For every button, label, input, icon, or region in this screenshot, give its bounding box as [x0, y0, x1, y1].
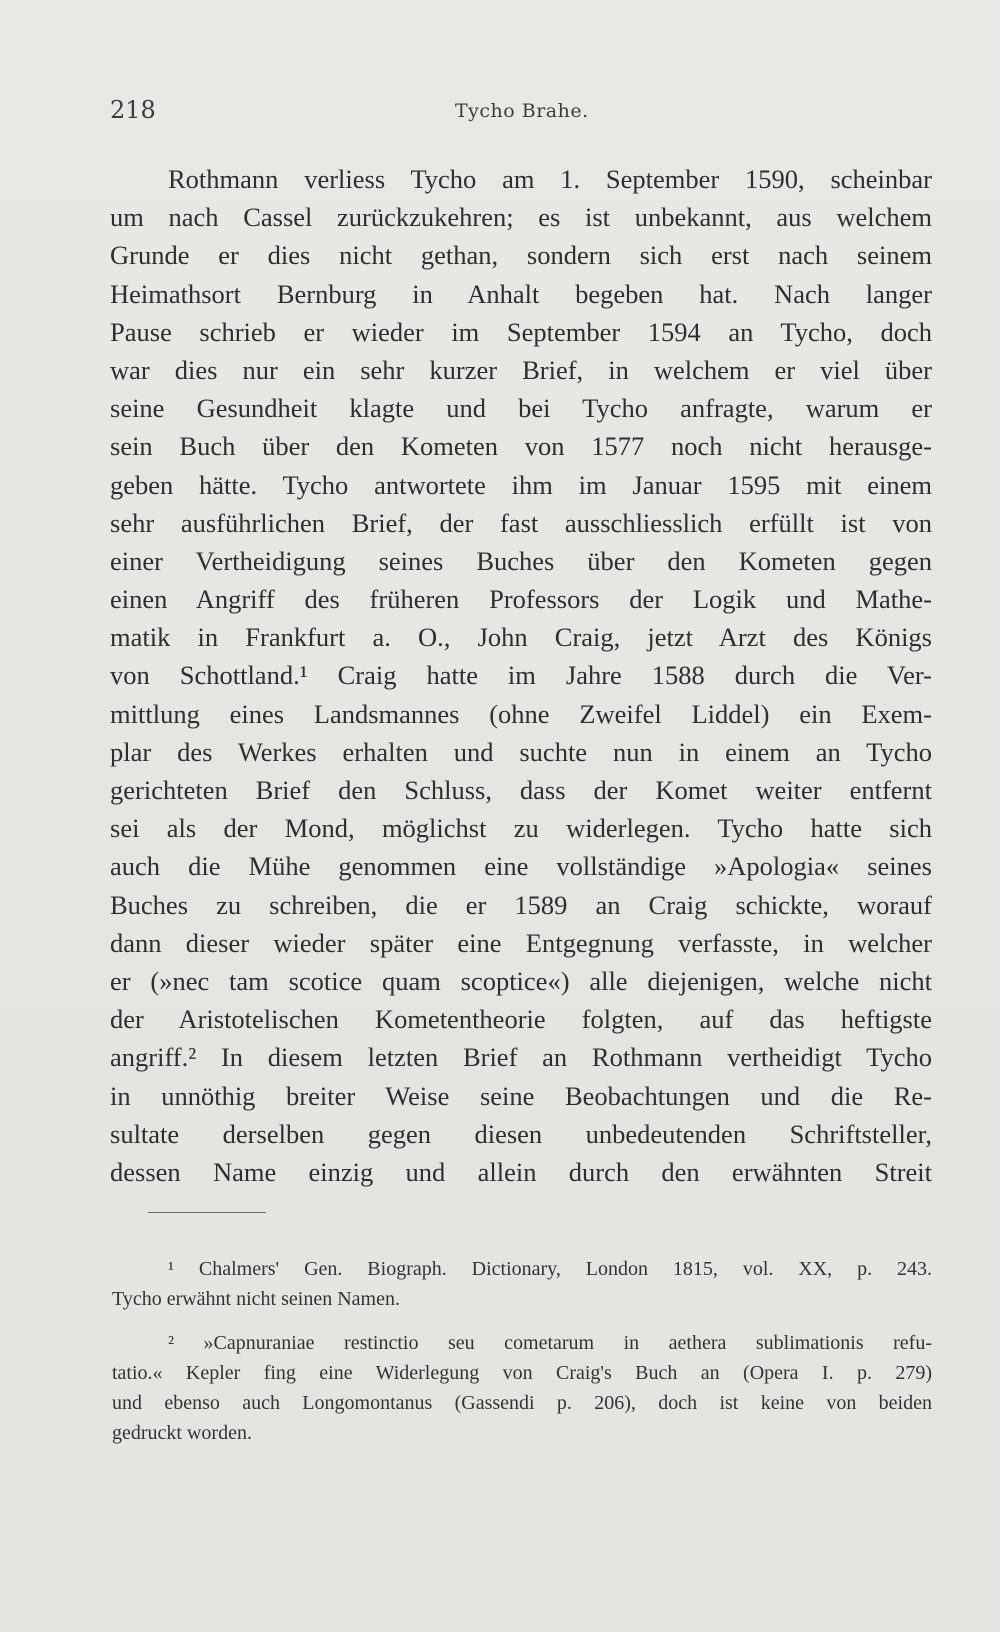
- body-text: [110, 160, 932, 1191]
- text-line: sehr ausführlichen Brief, der fast ausschliesslich erfüllt ist von: [110, 507, 932, 538]
- text-line: Rothmann verliess Tycho am 1. September 1590, scheinbar: [168, 164, 932, 194]
- text-line: in unnöthig breiter Weise seine Beobachtungen und die Re-: [110, 1080, 932, 1111]
- text-line: sein Buch über den Kometen von 1577 noch nicht herausge-: [110, 431, 932, 462]
- footnote-divider: [148, 1212, 266, 1213]
- footnote-2-line: gedruckt worden.: [112, 1422, 252, 1444]
- page-header: [110, 96, 930, 132]
- footnote-2-line: und ebenso auch Longomontanus (Gassendi p. 206), doch ist keine von beiden: [112, 1392, 932, 1414]
- text-line: mittlung eines Landsmannes (ohne Zweifel Liddel) ein Exem-: [110, 698, 932, 729]
- text-line: geben hätte. Tycho antwortete ihm im Januar 1595 mit einem: [110, 469, 932, 500]
- text-line: angriff.² In diesem letzten Brief an Rothmann vertheidigt Tycho: [110, 1042, 932, 1073]
- text-line: plar des Werkes erhalten und suchte nun in einem an Tycho: [110, 736, 932, 767]
- text-line: auch die Mühe genommen eine vollständige »Apologia« seines: [110, 851, 932, 882]
- text-line: Buches zu schreiben, die er 1589 an Craig schickte, worauf: [110, 889, 932, 920]
- text-line: gerichteten Brief den Schluss, dass der Komet weiter entfernt: [110, 775, 932, 805]
- text-line: Grunde er dies nicht gethan, sondern sich erst nach seinem: [110, 240, 932, 271]
- text-line: sultate derselben gegen diesen unbedeutenden Schriftsteller,: [110, 1118, 932, 1149]
- text-line: Pause schrieb er wieder im September 1594 an Tycho, doch: [110, 316, 932, 347]
- text-line: er (»nec tam scotice quam scoptice«) alle diejenigen, welche nicht: [110, 965, 932, 996]
- text-line: um nach Cassel zurückzukehren; es ist unbekannt, aus welchem: [110, 202, 932, 233]
- text-line: Heimathsort Bernburg in Anhalt begeben hat. Nach langer: [110, 278, 932, 309]
- text-line: sei als der Mond, möglichst zu widerlegen. Tycho hatte sich: [110, 813, 932, 844]
- text-line: war dies nur ein sehr kurzer Brief, in welchem er viel über: [110, 354, 932, 385]
- running-title: Tycho Brahe.: [455, 100, 589, 122]
- text-line: dessen Name einzig und allein durch den erwähnten Streit: [110, 1156, 932, 1187]
- text-line: von Schottland.¹ Craig hatte im Jahre 1588 durch die Ver-: [110, 660, 932, 691]
- text-line: der Aristotelischen Kometentheorie folgten, auf das heftigste: [110, 1004, 932, 1035]
- page-number: 218: [110, 96, 156, 124]
- footnote-2-line: ² »Capnuraniae restinctio seu cometarum in aethera sublimationis refu-: [168, 1332, 932, 1354]
- footnote-1-line: Tycho erwähnt nicht seinen Namen.: [112, 1288, 400, 1310]
- footnotes: [112, 1254, 932, 1448]
- footnote-1-line: ¹ Chalmers' Gen. Biograph. Dictionary, London 1815, vol. XX, p. 243.: [168, 1258, 932, 1280]
- text-line: einen Angriff des früheren Professors der Logik und Mathe-: [110, 584, 932, 615]
- text-line: seine Gesundheit klagte und bei Tycho anfragte, warum er: [110, 393, 932, 424]
- footnote-2-line: tatio.« Kepler fing eine Widerlegung von Craig's Buch an (Opera I. p. 279): [112, 1362, 932, 1384]
- text-line: einer Vertheidigung seines Buches über den Kometen gegen: [110, 545, 932, 576]
- text-line: matik in Frankfurt a. O., John Craig, jetzt Arzt des Königs: [110, 622, 932, 653]
- text-line: dann dieser wieder später eine Entgegnung verfasste, in welcher: [110, 927, 932, 958]
